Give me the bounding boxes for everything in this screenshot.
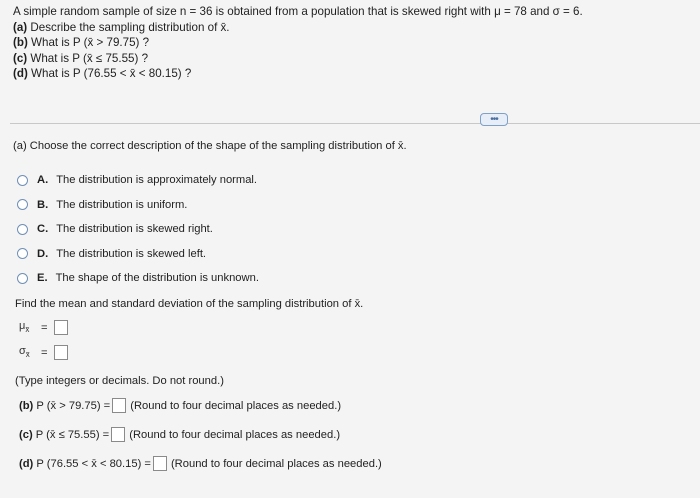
option-e-letter: E. [37,272,48,285]
part-b-expression: P (x̄ > 79.75) = [36,399,111,412]
option-e[interactable] [17,266,259,291]
mean-symbol: $\mu_{x̄}$ [19,320,30,335]
part-a-label: (a) [13,20,28,34]
part-c-row [19,427,340,442]
part-b-row-label: (b) [19,399,34,412]
sd-equals: = [41,346,48,359]
part-c-answer-input[interactable] [111,427,125,442]
radio-option-d[interactable] [17,248,28,259]
part-b-text: What is P (x̄ > 79.75) ? [31,36,150,49]
part-c-label: (c) [13,51,28,65]
mean-row [19,320,68,335]
radio-option-c[interactable] [17,224,28,235]
option-a[interactable] [17,168,259,193]
type-instructions: (Type integers or decimals. Do not round.) [15,375,224,387]
problem-intro: A simple random sample of size n = 36 is obtained from a population that is skewed right with μ = 78 and σ = 6. [13,5,583,18]
part-c-text: What is P (x̄ ≤ 75.55) ? [30,51,149,65]
option-d-text: The distribution is skewed left. [56,247,207,260]
mean-equals: = [41,321,48,334]
part-d-answer-input[interactable] [153,456,167,471]
part-b-note: (Round to four decimal places as needed.) [130,399,342,412]
part-d-row [19,456,382,471]
part-d-note: (Round to four decimal places as needed.) [170,457,382,470]
radio-option-b[interactable] [17,199,28,210]
part-b-label: (b) [13,36,28,49]
expand-more-button[interactable]: ••• [480,113,508,126]
sd-answer-input[interactable] [54,345,68,360]
part-a-text: Describe the sampling distribution of x̄. [30,20,230,34]
problem-part-a [13,20,693,36]
option-c-text: The distribution is skewed right. [56,223,213,236]
problem-part-b [13,35,693,51]
option-d[interactable] [17,242,259,267]
option-b-text: The distribution is uniform. [56,198,188,211]
section-divider [10,123,700,124]
part-d-label: (d) [13,67,28,80]
part-c-row-label: (c) [19,428,33,441]
option-list [17,168,259,291]
sd-symbol: $\sigma_{x̄}$ [19,345,30,360]
part-c-expression: P (x̄ ≤ 75.55) = [35,428,110,441]
part-b-row [19,398,341,413]
part-d-expression: P (76.55 < x̄ < 80.15) = [36,457,151,470]
part-c-note: (Round to four decimal places as needed.) [129,428,341,441]
problem-part-c [13,51,693,67]
option-e-text: The shape of the distribution is unknown. [55,272,259,285]
problem-statement [13,4,693,82]
sd-row [19,345,68,360]
option-a-letter: A. [37,174,49,187]
part-d-row-label: (d) [19,457,34,470]
option-b-letter: B. [37,198,49,211]
part-b-answer-input[interactable] [112,398,126,413]
option-c[interactable] [17,217,259,242]
problem-part-d [13,66,693,82]
radio-option-a[interactable] [17,175,28,186]
question-a-prompt: (a) Choose the correct description of the shape of the sampling distribution of x̄. [13,140,407,152]
option-a-text: The distribution is approximately normal. [56,174,258,187]
part-d-text: What is P (76.55 < x̄ < 80.15) ? [31,67,192,80]
mean-answer-input[interactable] [54,320,68,335]
radio-option-e[interactable] [17,273,28,284]
option-b[interactable] [17,193,259,218]
option-d-letter: D. [37,247,49,260]
option-c-letter: C. [37,223,49,236]
find-mean-sd-prompt: Find the mean and standard deviation of the sampling distribution of x̄. [15,298,364,310]
